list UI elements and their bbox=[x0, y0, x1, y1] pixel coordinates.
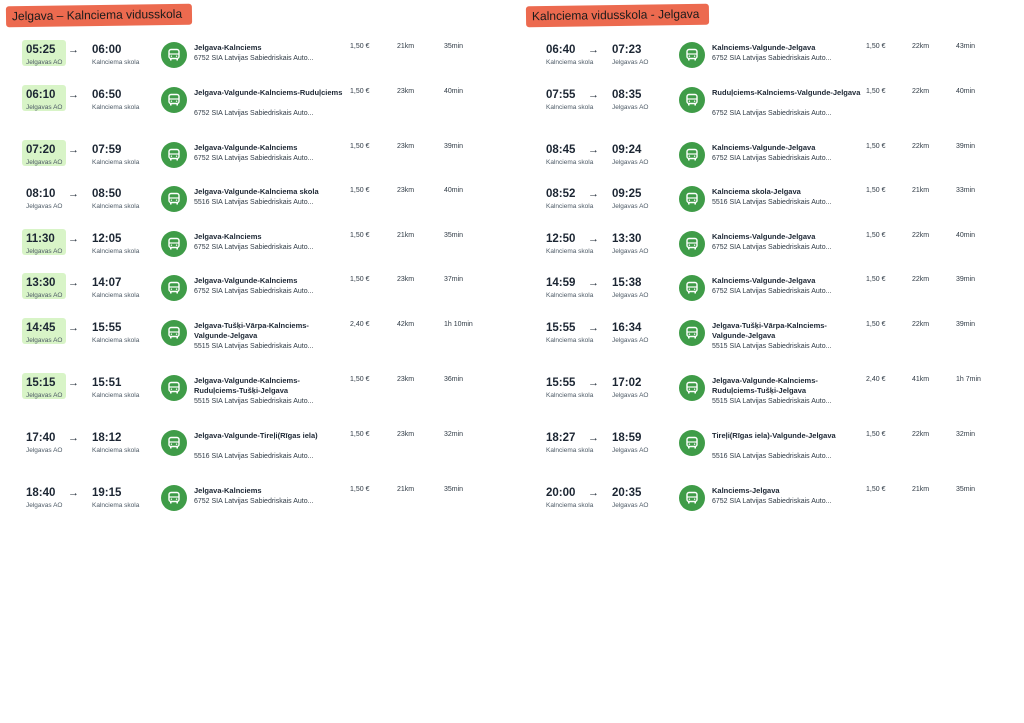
duration: 40min bbox=[956, 231, 976, 239]
duration: 43min bbox=[956, 43, 976, 50]
price: 1,50 € bbox=[350, 430, 370, 438]
duration: 40min bbox=[956, 87, 976, 95]
distance: 21km bbox=[397, 43, 415, 50]
distance: 23km bbox=[397, 375, 415, 383]
bus-glyph bbox=[167, 148, 181, 162]
bus-glyph bbox=[167, 281, 181, 295]
departure-time: 05:25 bbox=[26, 44, 56, 56]
operator: 6752 SIA Latvijas Sabiedriskais Auto... bbox=[194, 55, 314, 62]
trip-row[interactable] bbox=[20, 481, 490, 526]
route-name: Tireļi(Rīgas iela)-Valgunde-Jelgava bbox=[712, 430, 836, 440]
trip-row[interactable] bbox=[20, 371, 490, 426]
route-name: Kalnciems-Valgunde-Jelgava bbox=[712, 231, 816, 241]
trip-row[interactable] bbox=[540, 426, 1010, 481]
price: 1,50 € bbox=[350, 142, 370, 150]
duration: 1h 10min bbox=[444, 320, 473, 328]
arrival-stop: Jelgavas AO bbox=[612, 103, 649, 111]
bus-glyph bbox=[685, 326, 699, 340]
arrow-right-icon: → bbox=[68, 232, 79, 245]
departure-time: 15:55 bbox=[546, 321, 576, 334]
duration: 35min bbox=[444, 43, 464, 50]
arrival-time: 17:02 bbox=[612, 376, 642, 389]
arrival-stop: Kalnciema skola bbox=[92, 247, 140, 255]
arrival-stop: Kalnciema skola bbox=[92, 59, 140, 66]
arrival-time: 18:12 bbox=[92, 431, 122, 444]
duration: 32min bbox=[956, 430, 976, 438]
bus-icon bbox=[679, 231, 705, 257]
bus-icon bbox=[161, 485, 187, 511]
route-name: Jelgava-Kalnciems bbox=[194, 485, 262, 495]
route-name: Jelgava-Valgunde-Kalnciems-Ruduļciems-Tušķi-Jelgava bbox=[712, 375, 818, 395]
arrival-time: 14:07 bbox=[92, 277, 122, 289]
bus-glyph bbox=[685, 281, 699, 295]
distance: 22km bbox=[912, 276, 930, 283]
distance: 22km bbox=[912, 142, 930, 150]
arrow-right-icon: → bbox=[588, 44, 599, 56]
bus-icon bbox=[679, 485, 705, 511]
arrival-stop: Jelgavas AO bbox=[612, 391, 649, 399]
route-name: Jelgava-Tušķi-Vārpa-Kalnciems-Valgunde-Jelgava bbox=[712, 320, 827, 340]
arrival-time: 20:35 bbox=[612, 486, 642, 499]
price: 1,50 € bbox=[866, 142, 886, 150]
price: 1,50 € bbox=[350, 187, 370, 194]
departure-time: 15:15 bbox=[26, 376, 56, 389]
operator: 6752 SIA Latvijas Sabiedriskais Auto... bbox=[194, 154, 314, 162]
bus-glyph bbox=[167, 237, 181, 251]
arrival-stop: Kalnciema skola bbox=[92, 292, 140, 299]
price: 1,50 € bbox=[866, 320, 886, 328]
arrival-stop: Jelgavas AO bbox=[612, 501, 649, 509]
departure-time: 11:30 bbox=[26, 232, 55, 245]
trip-row[interactable] bbox=[20, 38, 490, 83]
bus-icon bbox=[161, 231, 187, 257]
arrival-time: 07:59 bbox=[92, 143, 122, 156]
departure-time: 06:40 bbox=[546, 44, 576, 56]
bus-icon bbox=[679, 375, 705, 401]
arrival-time: 09:24 bbox=[612, 143, 642, 156]
duration: 39min bbox=[444, 142, 464, 150]
departure-stop: Jelgavas AO bbox=[26, 158, 63, 166]
departure-time: 14:45 bbox=[26, 321, 56, 334]
duration: 36min bbox=[444, 375, 464, 383]
arrival-time: 07:23 bbox=[612, 44, 642, 56]
arrival-stop: Jelgavas AO bbox=[612, 336, 649, 344]
arrow-right-icon: → bbox=[68, 486, 79, 499]
duration: 1h 7min bbox=[956, 375, 981, 383]
section-title-left: Jelgava – Kalnciema vidusskola bbox=[6, 4, 192, 28]
operator: 6752 SIA Latvijas Sabiedriskais Auto... bbox=[712, 288, 832, 295]
price: 1,50 € bbox=[350, 375, 370, 383]
bus-glyph bbox=[167, 491, 181, 505]
price: 1,50 € bbox=[866, 87, 886, 95]
bus-icon bbox=[679, 186, 705, 212]
duration: 40min bbox=[444, 87, 464, 95]
route-name: Kalnciems-Jelgava bbox=[712, 485, 780, 495]
bus-glyph bbox=[685, 436, 699, 450]
arrival-stop: Kalnciema skola bbox=[92, 158, 140, 166]
bus-icon bbox=[161, 186, 187, 212]
arrival-time: 06:50 bbox=[92, 88, 122, 101]
arrival-time: 16:34 bbox=[612, 321, 642, 334]
distance: 22km bbox=[912, 43, 930, 50]
price: 1,50 € bbox=[866, 187, 886, 194]
distance: 23km bbox=[397, 430, 415, 438]
bus-icon bbox=[161, 142, 187, 168]
distance: 22km bbox=[912, 430, 930, 438]
trip-row[interactable] bbox=[20, 138, 490, 183]
duration: 39min bbox=[956, 320, 976, 328]
operator: 6752 SIA Latvijas Sabiedriskais Auto... bbox=[712, 497, 832, 505]
duration: 40min bbox=[444, 187, 464, 194]
distance: 21km bbox=[397, 231, 415, 239]
route-name: Kalnciems-Valgunde-Jelgava bbox=[712, 43, 816, 52]
distance: 21km bbox=[912, 187, 930, 194]
bus-icon bbox=[679, 87, 705, 113]
arrow-right-icon: → bbox=[588, 486, 599, 499]
bus-glyph bbox=[685, 192, 699, 206]
arrival-stop: Jelgavas AO bbox=[612, 203, 649, 210]
bus-glyph bbox=[685, 491, 699, 505]
bus-glyph bbox=[685, 381, 699, 395]
arrow-right-icon: → bbox=[588, 431, 599, 444]
bus-glyph bbox=[167, 192, 181, 206]
distance: 23km bbox=[397, 187, 415, 194]
trip-row[interactable] bbox=[540, 227, 1010, 272]
bus-icon bbox=[161, 320, 187, 346]
departure-stop: Jelgavas AO bbox=[26, 336, 63, 344]
arrival-stop: Kalnciema skola bbox=[92, 446, 140, 454]
departure-time: 20:00 bbox=[546, 486, 576, 499]
departure-stop: Jelgavas AO bbox=[26, 501, 63, 509]
departure-stop: Jelgavas AO bbox=[26, 203, 63, 210]
departure-stop: Jelgavas AO bbox=[26, 59, 63, 66]
arrow-right-icon: → bbox=[588, 376, 599, 389]
price: 1,50 € bbox=[350, 276, 370, 283]
trip-list-left bbox=[20, 38, 490, 525]
route-name: Jelgava-Valgunde-Kalnciema skola bbox=[194, 187, 319, 196]
departure-stop: Jelgavas AO bbox=[26, 292, 63, 299]
operator: 5515 SIA Latvijas Sabiedriskais Auto... bbox=[712, 397, 832, 405]
departure-time: 15:55 bbox=[546, 376, 576, 389]
operator: 6752 SIA Latvijas Sabiedriskais Auto... bbox=[712, 243, 832, 251]
arrival-time: 15:38 bbox=[612, 277, 642, 289]
arrival-stop: Kalnciema skola bbox=[92, 203, 140, 210]
trip-row[interactable] bbox=[20, 316, 490, 371]
operator: 6752 SIA Latvijas Sabiedriskais Auto... bbox=[194, 497, 314, 505]
arrow-right-icon: → bbox=[588, 88, 599, 101]
trip-row[interactable] bbox=[540, 271, 1010, 316]
departure-stop: Kalnciema skola bbox=[546, 203, 594, 210]
bus-glyph bbox=[685, 93, 699, 107]
arrival-stop: Jelgavas AO bbox=[612, 446, 649, 454]
bus-glyph bbox=[167, 48, 181, 62]
route-name: Jelgava-Valgunde-Tireļi(Rīgas iela) bbox=[194, 430, 318, 440]
price: 1,50 € bbox=[866, 276, 886, 283]
route-name: Ruduļciems-Kalnciems-Valgunde-Jelgava bbox=[712, 87, 861, 97]
route-name: Jelgava-Tušķi-Vārpa-Kalnciems-Valgunde-Jelgava bbox=[194, 320, 309, 340]
arrow-right-icon: → bbox=[588, 321, 599, 334]
duration: 35min bbox=[444, 485, 464, 493]
departure-stop: Kalnciema skola bbox=[546, 446, 594, 454]
arrival-stop: Jelgavas AO bbox=[612, 247, 649, 255]
distance: 23km bbox=[397, 87, 415, 95]
departure-time: 14:59 bbox=[546, 277, 576, 289]
arrow-right-icon: → bbox=[68, 88, 79, 101]
departure-stop: Jelgavas AO bbox=[26, 103, 63, 111]
arrival-time: 13:30 bbox=[612, 232, 642, 245]
trip-row[interactable] bbox=[540, 182, 1010, 227]
operator: 6752 SIA Latvijas Sabiedriskais Auto... bbox=[712, 154, 832, 162]
arrow-right-icon: → bbox=[68, 143, 79, 156]
bus-icon bbox=[679, 275, 705, 301]
arrival-time: 19:15 bbox=[92, 486, 122, 499]
arrival-stop: Jelgavas AO bbox=[612, 158, 649, 166]
departure-stop: Kalnciema skola bbox=[546, 336, 594, 344]
distance: 21km bbox=[912, 485, 930, 493]
arrow-right-icon: → bbox=[68, 376, 79, 389]
arrival-time: 15:55 bbox=[92, 321, 122, 334]
trip-row[interactable] bbox=[20, 182, 490, 227]
duration: 32min bbox=[444, 430, 464, 438]
distance: 22km bbox=[912, 320, 930, 328]
operator: 6752 SIA Latvijas Sabiedriskais Auto... bbox=[194, 288, 314, 295]
departure-time: 07:55 bbox=[546, 88, 576, 101]
arrival-time: 15:51 bbox=[92, 376, 122, 389]
trip-row[interactable] bbox=[540, 481, 1010, 526]
bus-glyph bbox=[685, 237, 699, 251]
arrival-time: 12:05 bbox=[92, 232, 122, 245]
price: 1,50 € bbox=[350, 231, 370, 239]
route-name: Jelgava-Kalnciems bbox=[194, 231, 262, 241]
departure-time: 13:30 bbox=[26, 277, 56, 289]
bus-glyph bbox=[167, 93, 181, 107]
departure-stop: Kalnciema skola bbox=[546, 501, 594, 509]
duration: 39min bbox=[956, 276, 976, 283]
distance: 23km bbox=[397, 276, 415, 283]
operator: 6752 SIA Latvijas Sabiedriskais Auto... bbox=[712, 109, 832, 117]
departure-stop: Kalnciema skola bbox=[546, 391, 594, 399]
departure-stop: Kalnciema skola bbox=[546, 292, 594, 299]
distance: 21km bbox=[397, 485, 415, 493]
arrival-time: 08:50 bbox=[92, 188, 122, 200]
departure-stop: Kalnciema skola bbox=[546, 158, 594, 166]
trip-row[interactable] bbox=[540, 83, 1010, 138]
operator: 5516 SIA Latvijas Sabiedriskais Auto... bbox=[194, 452, 314, 460]
bus-icon bbox=[679, 42, 705, 68]
departure-time: 08:10 bbox=[26, 188, 56, 200]
bus-icon bbox=[161, 275, 187, 301]
trip-row[interactable] bbox=[540, 316, 1010, 371]
duration: 37min bbox=[444, 276, 464, 283]
arrival-stop: Jelgavas AO bbox=[612, 59, 649, 66]
trip-row[interactable] bbox=[540, 138, 1010, 183]
arrival-time: 09:25 bbox=[612, 188, 642, 200]
bus-icon bbox=[161, 375, 187, 401]
route-name: Kalnciems-Valgunde-Jelgava bbox=[712, 276, 816, 285]
operator: 5516 SIA Latvijas Sabiedriskais Auto... bbox=[712, 199, 832, 206]
route-name: Jelgava-Valgunde-Kalnciems bbox=[194, 276, 298, 285]
price: 2,40 € bbox=[866, 375, 886, 383]
departure-stop: Kalnciema skola bbox=[546, 103, 594, 111]
duration: 35min bbox=[956, 485, 976, 493]
duration: 39min bbox=[956, 142, 976, 150]
price: 1,50 € bbox=[350, 43, 370, 50]
distance: 41km bbox=[912, 375, 930, 383]
trip-row[interactable] bbox=[540, 371, 1010, 426]
trip-list-right bbox=[540, 38, 1010, 525]
operator: 5515 SIA Latvijas Sabiedriskais Auto... bbox=[194, 342, 314, 350]
arrival-stop: Kalnciema skola bbox=[92, 501, 140, 509]
route-name: Jelgava-Valgunde-Kalnciems-Ruduļciems bbox=[194, 87, 343, 97]
departure-time: 18:27 bbox=[546, 431, 576, 444]
price: 1,50 € bbox=[866, 231, 886, 239]
departure-time: 12:50 bbox=[546, 232, 576, 245]
departure-time: 06:10 bbox=[26, 88, 56, 101]
arrow-right-icon: → bbox=[68, 188, 79, 200]
arrival-stop: Kalnciema skola bbox=[92, 336, 140, 344]
departure-stop: Kalnciema skola bbox=[546, 247, 594, 255]
operator: 6752 SIA Latvijas Sabiedriskais Auto... bbox=[712, 55, 832, 62]
trip-row[interactable] bbox=[20, 83, 490, 138]
route-name: Kalnciems-Valgunde-Jelgava bbox=[712, 142, 816, 152]
arrow-right-icon: → bbox=[588, 143, 599, 156]
arrow-right-icon: → bbox=[68, 44, 79, 56]
arrow-right-icon: → bbox=[588, 232, 599, 245]
arrow-right-icon: → bbox=[588, 188, 599, 200]
bus-icon bbox=[679, 430, 705, 456]
departure-time: 08:45 bbox=[546, 143, 576, 156]
departure-stop: Jelgavas AO bbox=[26, 446, 63, 454]
price: 2,40 € bbox=[350, 320, 370, 328]
distance: 22km bbox=[912, 87, 930, 95]
distance: 42km bbox=[397, 320, 415, 328]
arrival-time: 18:59 bbox=[612, 431, 642, 444]
bus-icon bbox=[679, 142, 705, 168]
route-name: Jelgava-Valgunde-Kalnciems-Ruduļciems-Tušķi-Jelgava bbox=[194, 375, 300, 395]
duration: 35min bbox=[444, 231, 464, 239]
operator: 5515 SIA Latvijas Sabiedriskais Auto... bbox=[194, 397, 314, 405]
departure-time: 07:20 bbox=[26, 143, 56, 156]
bus-icon bbox=[161, 42, 187, 68]
price: 1,50 € bbox=[350, 485, 370, 493]
price: 1,50 € bbox=[350, 87, 370, 95]
arrival-stop: Jelgavas AO bbox=[612, 292, 649, 299]
bus-glyph bbox=[167, 381, 181, 395]
distance: 23km bbox=[397, 142, 415, 150]
bus-glyph bbox=[167, 436, 181, 450]
trip-row[interactable] bbox=[540, 38, 1010, 83]
section-title-right: Kalnciema vidusskola - Jelgava bbox=[526, 4, 710, 28]
bus-glyph bbox=[167, 326, 181, 340]
arrival-stop: Kalnciema skola bbox=[92, 391, 140, 399]
bus-glyph bbox=[685, 48, 699, 62]
operator: 5516 SIA Latvijas Sabiedriskais Auto... bbox=[712, 452, 832, 460]
operator: 6752 SIA Latvijas Sabiedriskais Auto... bbox=[194, 109, 314, 117]
arrow-right-icon: → bbox=[68, 277, 79, 289]
distance: 22km bbox=[912, 231, 930, 239]
bus-icon bbox=[161, 87, 187, 113]
trip-row[interactable] bbox=[20, 426, 490, 481]
departure-time: 08:52 bbox=[546, 188, 576, 200]
route-name: Kalnciema skola-Jelgava bbox=[712, 187, 801, 196]
arrival-time: 06:00 bbox=[92, 44, 122, 56]
bus-icon bbox=[161, 430, 187, 456]
operator: 5515 SIA Latvijas Sabiedriskais Auto... bbox=[712, 342, 832, 350]
route-name: Jelgava-Kalnciems bbox=[194, 43, 262, 52]
trip-row[interactable] bbox=[20, 271, 490, 316]
arrival-stop: Kalnciema skola bbox=[92, 103, 140, 111]
operator: 6752 SIA Latvijas Sabiedriskais Auto... bbox=[194, 243, 314, 251]
price: 1,50 € bbox=[866, 485, 886, 493]
departure-time: 17:40 bbox=[26, 431, 56, 444]
departure-stop: Jelgavas AO bbox=[26, 391, 63, 399]
route-name: Jelgava-Valgunde-Kalnciems bbox=[194, 142, 298, 152]
arrow-right-icon: → bbox=[588, 277, 599, 289]
arrow-right-icon: → bbox=[68, 321, 79, 334]
operator: 5516 SIA Latvijas Sabiedriskais Auto... bbox=[194, 199, 314, 206]
departure-stop: Jelgavas AO bbox=[26, 247, 63, 255]
trip-row[interactable] bbox=[20, 227, 490, 272]
arrow-right-icon: → bbox=[68, 431, 79, 444]
timetable-right bbox=[531, 0, 1010, 509]
bus-glyph bbox=[685, 148, 699, 162]
departure-time: 18:40 bbox=[26, 486, 56, 499]
timetable-left bbox=[11, 0, 490, 509]
duration: 33min bbox=[956, 187, 976, 194]
price: 1,50 € bbox=[866, 430, 886, 438]
departure-stop: Kalnciema skola bbox=[546, 59, 594, 66]
arrival-time: 08:35 bbox=[612, 88, 642, 101]
price: 1,50 € bbox=[866, 43, 886, 50]
bus-icon bbox=[679, 320, 705, 346]
